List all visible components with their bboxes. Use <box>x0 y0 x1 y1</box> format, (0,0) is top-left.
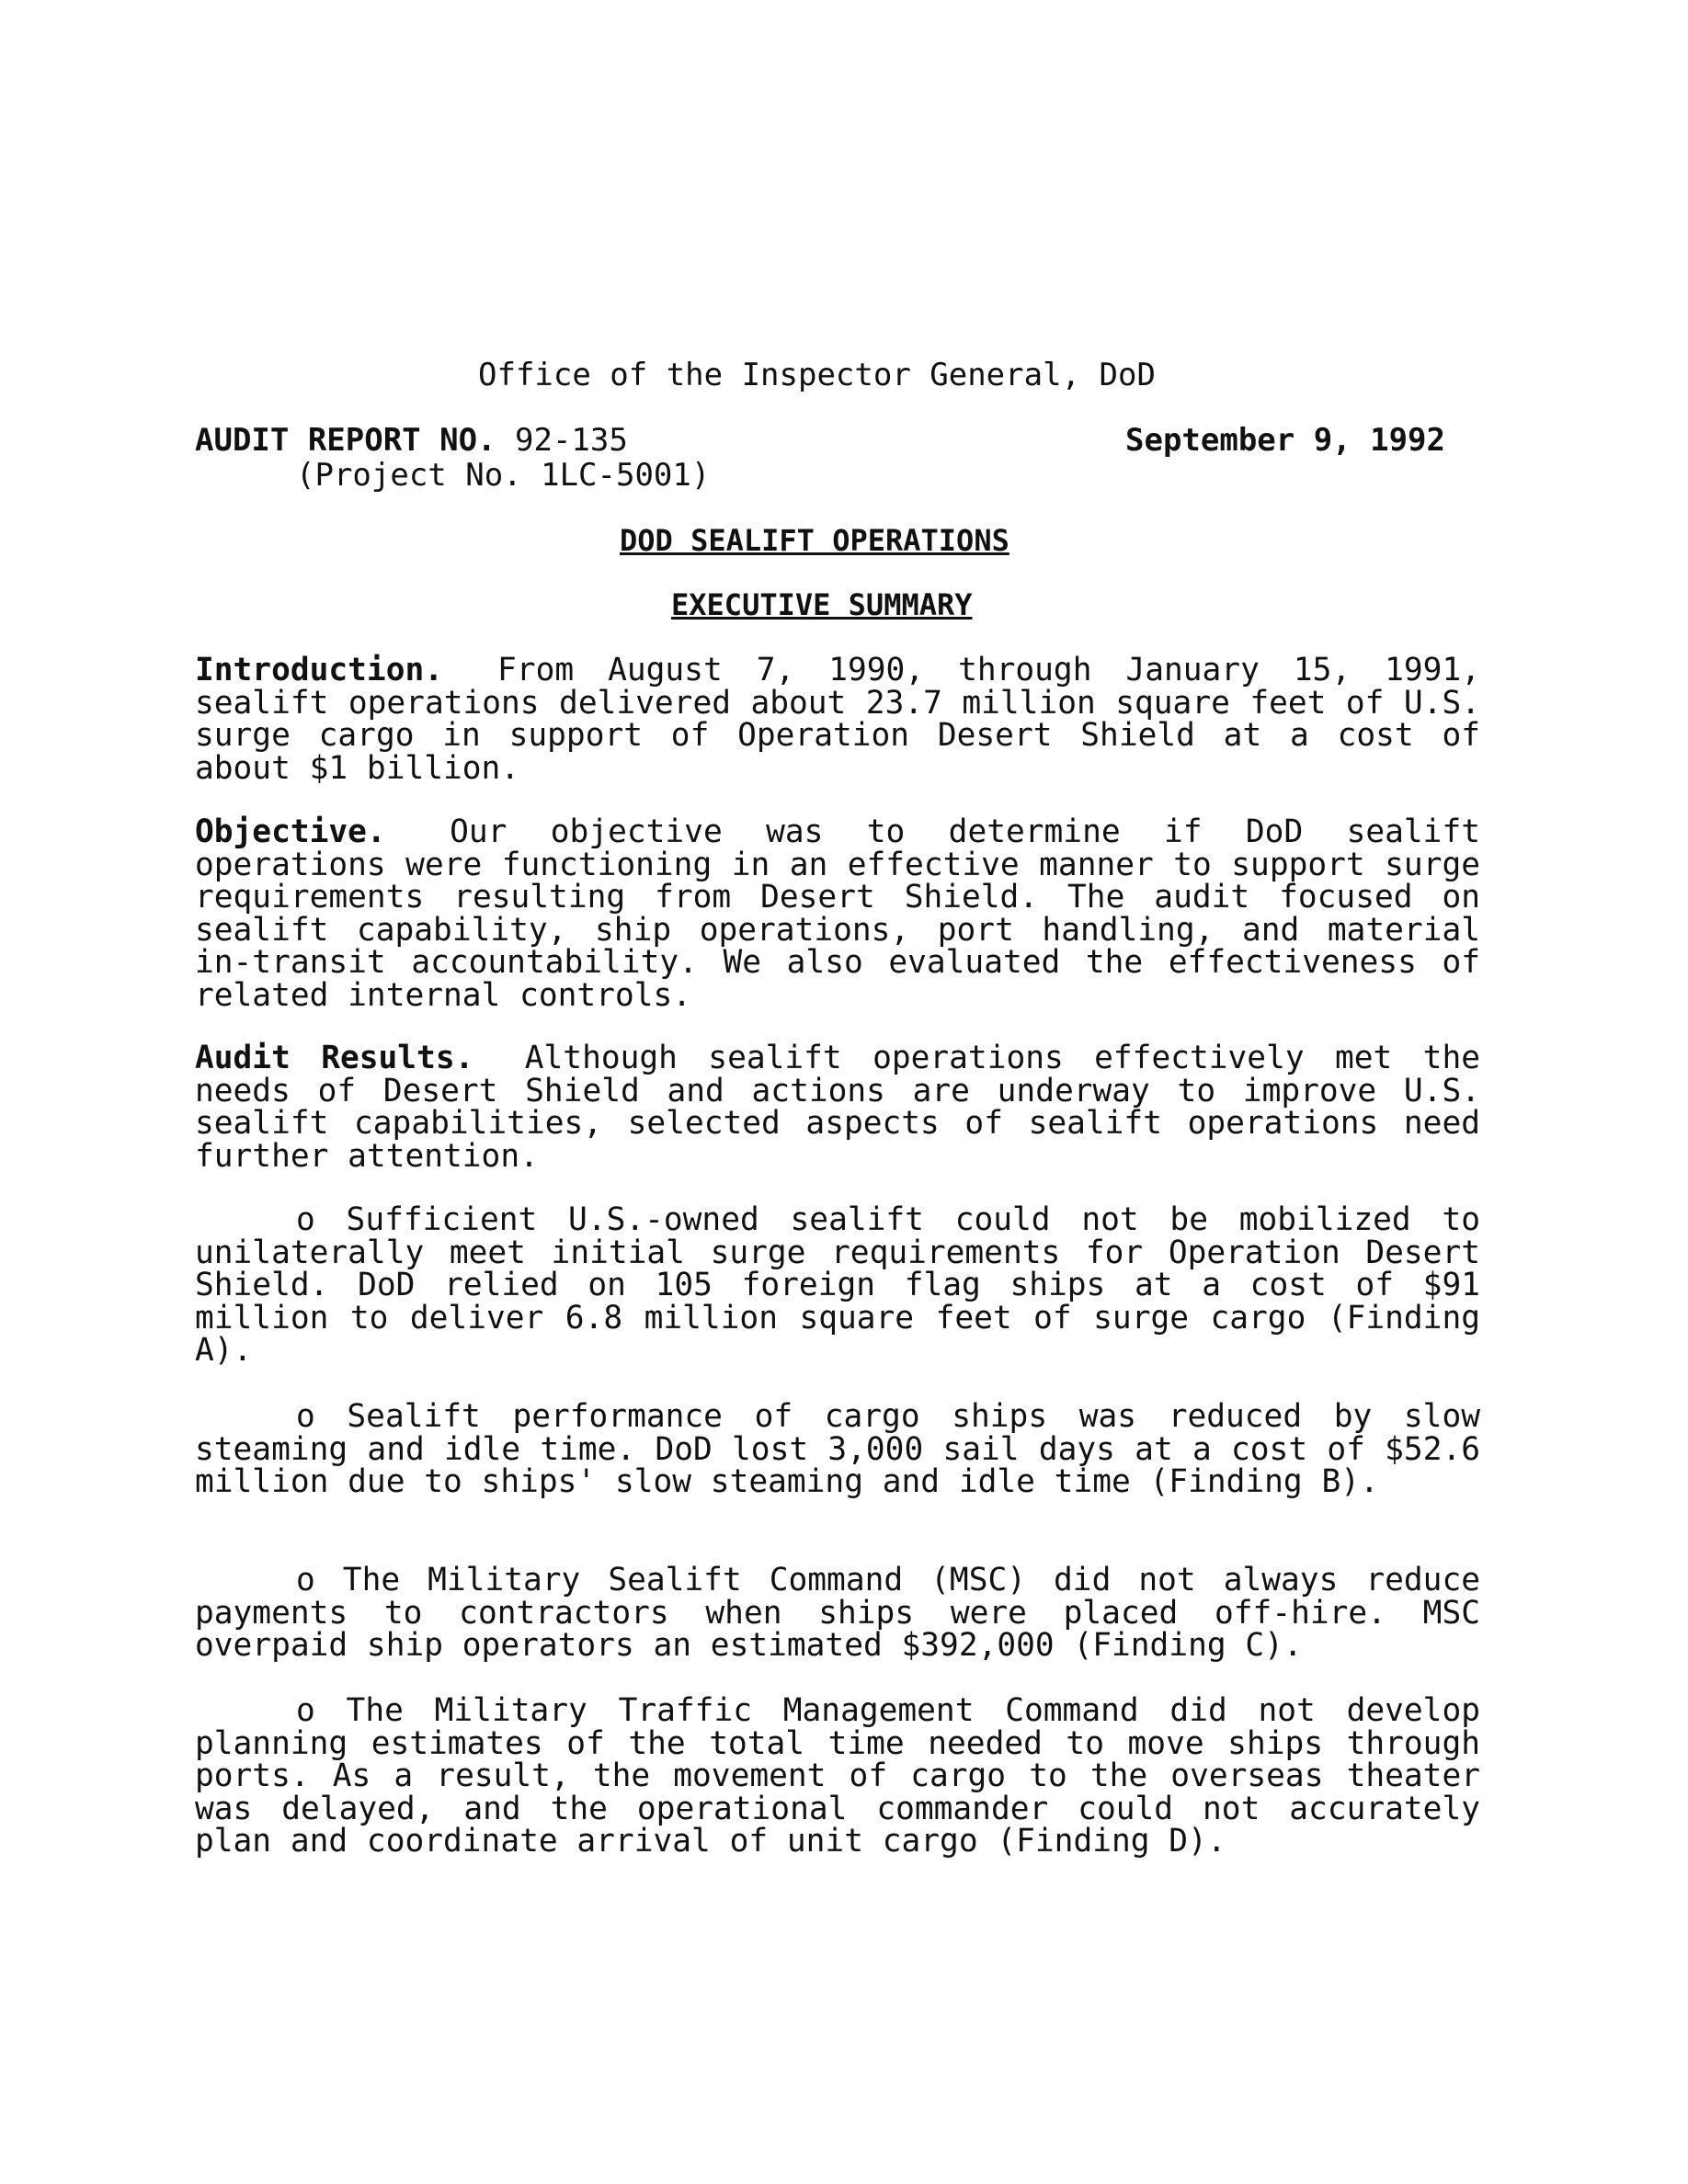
project-number: (Project No. 1LC-5001) <box>296 457 711 494</box>
introduction-text: From August 7, 1990, through January 15, 1991, sealift operations delivered about 23.7 million square feet of U.S. surge cargo in support of Operation Desert Shield at a cost of about $1 billion. <box>195 652 1480 787</box>
report-label: AUDIT REPORT NO. <box>195 422 496 459</box>
objective-paragraph <box>195 813 1480 1014</box>
introduction-paragraph <box>195 654 1480 785</box>
report-title: DOD SEALIFT OPERATIONS <box>620 523 1009 558</box>
report-number: 92-135 <box>515 422 628 459</box>
office-line: Office of the Inspector General, DoD <box>478 357 1156 393</box>
section-title: EXECUTIVE SUMMARY <box>671 587 973 622</box>
objective-text: Our objective was to determine if DoD sealift operations were functioning in an effective manner to support surge requirements resulting from Desert Shield. The audit focused on sealift capability, ship operations, port handling, and material in-transit accountability. We also evaluated the effectiveness of related internal controls. <box>195 813 1480 1014</box>
introduction-heading: Introduction. <box>195 652 444 688</box>
finding-d-bullet: o The Military Traffic Management Command did not develop planning estimates of the total time needed to move ships through ports. As a result, the movement of cargo to the overseas theater was delayed, and the operational commander could not accurately plan and coordinate arrival of unit cargo (Finding D). <box>195 1692 1480 1860</box>
finding-c-bullet: o The Military Sealift Command (MSC) did not always reduce payments to contractors when ships were placed off-hire. MSC overpaid ship operators an estimated $392,000 (Finding C). <box>195 1562 1480 1664</box>
finding-b-bullet: o Sealift performance of cargo ships was reduced by slow steaming and idle time. DoD lost 3,000 sail days at a cost of $52.6 million due to ships' slow steaming and idle time (Finding B). <box>195 1398 1480 1500</box>
objective-heading: Objective. <box>195 813 386 850</box>
finding-a-bullet: o Sufficient U.S.-owned sealift could not be mobilized to unilaterally meet initial surge requirements for Operation Desert Shield. DoD relied on 105 foreign flag ships at a cost of $91 million to deliver 6.8 million square feet of surge cargo (Finding A). <box>195 1201 1480 1369</box>
audit-results-paragraph <box>195 1042 1480 1173</box>
audit-results-heading: Audit Results. <box>195 1040 474 1076</box>
audit-results-text: Although sealift operations effectively met the needs of Desert Shield and actions are underway to improve U.S. sealift capabilities, selected aspects of sealift operations need further attention. <box>195 1040 1480 1175</box>
report-number-line <box>195 423 628 458</box>
report-date: September 9, 1992 <box>1125 422 1445 459</box>
